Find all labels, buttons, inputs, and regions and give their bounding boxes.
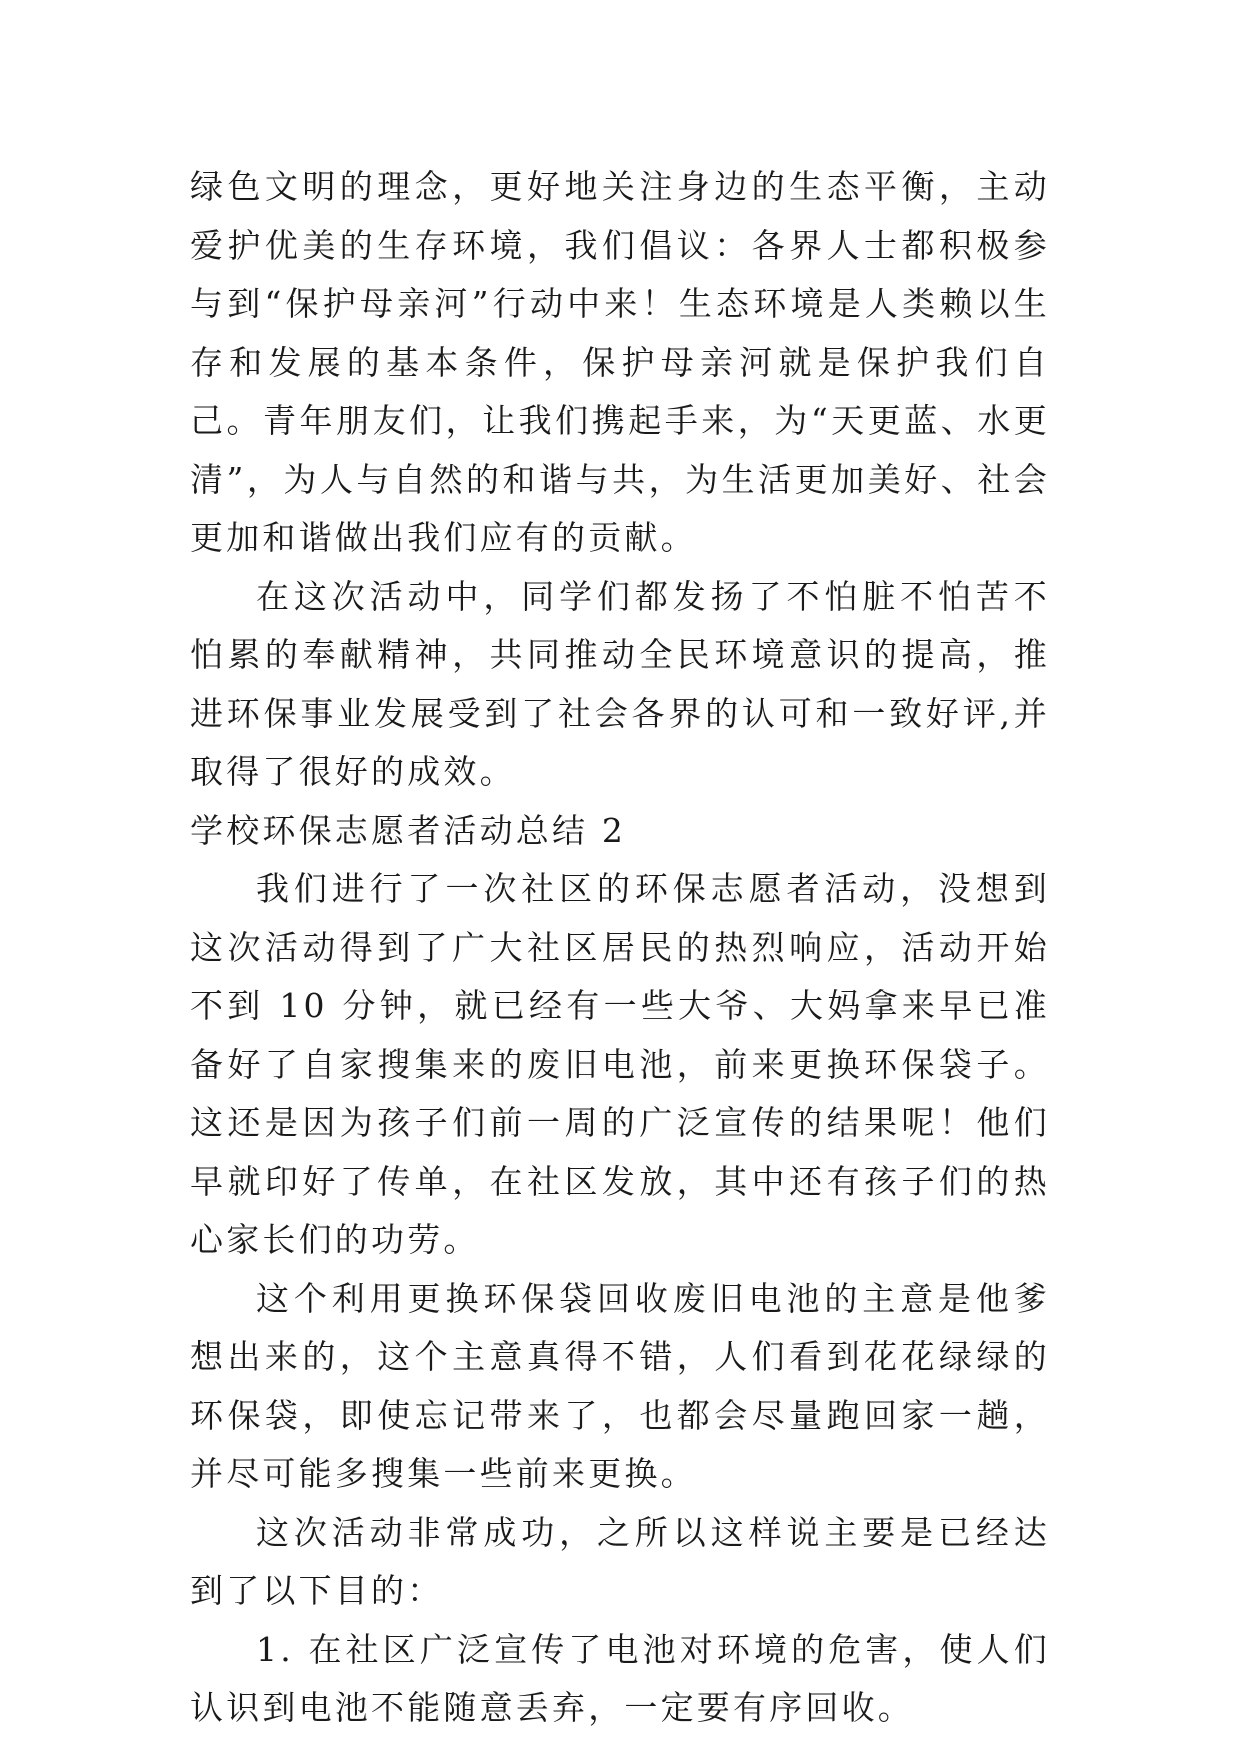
paragraph-activity-spirit: 在这次活动中，同学们都发扬了不怕脏不怕苦不怕累的奉献精神，共同推动全民环境意识的提高，推进环保事业发展受到了社会各界的认可和一致好评,并取得了很好的成效。 (190, 576, 1050, 791)
paragraph-community-activity: 我们进行了一次社区的环保志愿者活动，没想到这次活动得到了广大社区居民的热烈响应，活动开始不到 10 分钟，就已经有一些大爷、大妈拿来早已准备好了自家搜集来的废旧电池，前来更换环保袋子。这还是因为孩子们前一周的广泛宣传的结果呢！他们早就印好了传单，在社区发放，其中还有孩子们的热心家长们的功劳。 (190, 869, 1050, 1259)
paragraph-green-civilization: 绿色文明的理念，更好地关注身边的生态平衡，主动爱护优美的生存环境，我们倡议：各界人士都积极参与到“保护母亲河”行动中来！生态环境是人类赖以生存和发展的基本条件，保护母亲河就是保护我们自己。青年朋友们，让我们携起手来，为“天更蓝、水更清”，为人与自然的和谐与共，为生活更加美好、社会更加和谐做出我们应有的贡献。 (190, 167, 1050, 557)
paragraph-bag-idea: 这个利用更换环保袋回收废旧电池的主意是他爹想出来的，这个主意真得不错，人们看到花花绿绿的环保袋，即使忘记带来了，也都会尽量跑回家一趟，并尽可能多搜集一些前来更换。 (190, 1278, 1050, 1493)
section-heading: 学校环保志愿者活动总结 2 (190, 810, 627, 850)
paragraph-goal-1: 1. 在社区广泛宣传了电池对环境的危害，使人们认识到电池不能随意丢弃，一定要有序回收。 (190, 1629, 1050, 1727)
document-body (190, 158, 1050, 1738)
paragraph-success: 这次活动非常成功，之所以这样说主要是已经达到了以下目的： (190, 1512, 1050, 1610)
